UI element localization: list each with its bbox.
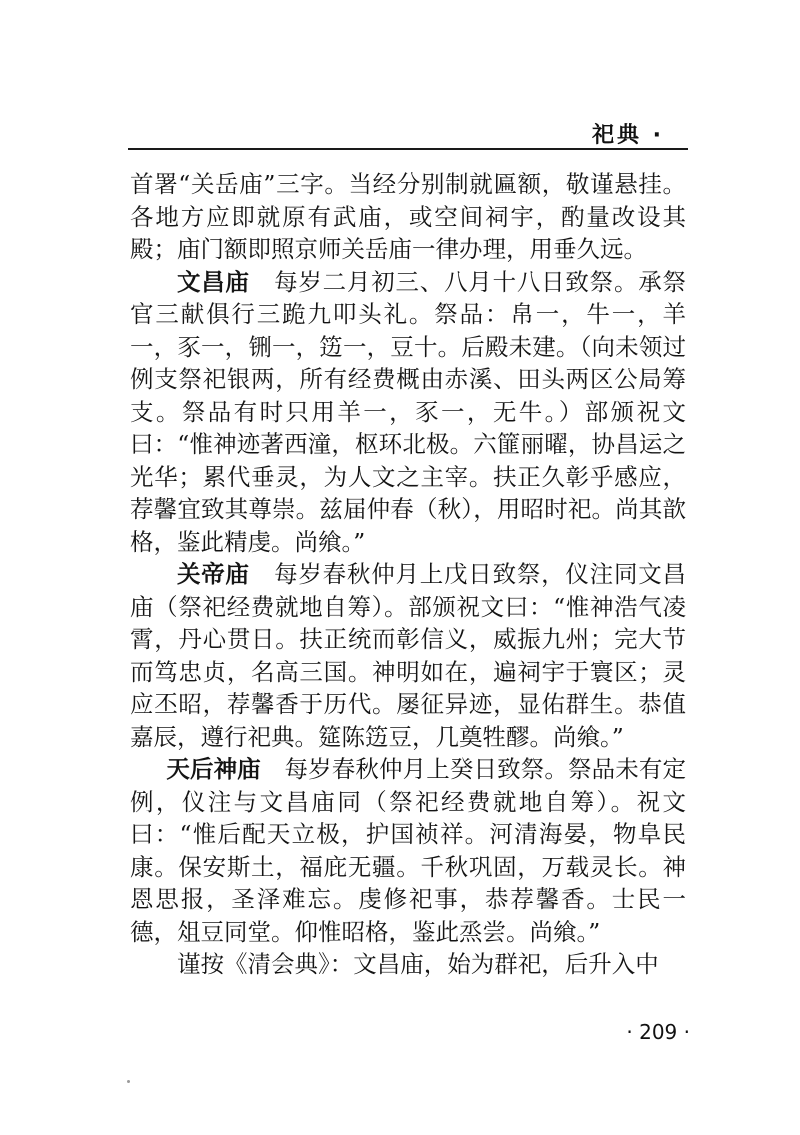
paragraph-continuation: [130, 168, 686, 266]
body-text: [130, 168, 686, 981]
entry-heading: 天后神庙: [166, 755, 261, 783]
scan-speck: [127, 1080, 130, 1083]
running-header: 祀典 ·: [592, 123, 665, 148]
entry-heading: 文昌庙: [177, 267, 250, 296]
header-rule: [128, 148, 688, 150]
paragraph-wenchang-temple: [130, 266, 686, 559]
paragraph-tianhou-temple: [130, 753, 686, 948]
paragraph-text: 每岁二月初三、八月十八日致祭。承祭官三献俱行三跪九叩头礼。祭品：帛一，牛一，羊一，豕一，铏一，笾一，豆十。后殿未建。（向未领过例支祭祀银两，所有经费概由赤溪、田头两区公局筹支。祭品有时只用羊一，豕一，无牛。）部颁祝文曰：“惟神迹著西潼，枢环北极。六篚丽曜，协昌运之光华；累代垂灵，为人文之主宰。扶正久彰乎感应，荐馨宜致其尊崇。兹届仲春（秋），用昭时祀。尚其歆格，鉴此精虔。尚飨。”: [130, 267, 687, 556]
paragraph-guandi-temple: [130, 558, 686, 753]
paragraph-note: [130, 948, 686, 981]
paragraph-text: 每岁春秋仲月上癸日致祭。祭品未有定例，仪注与文昌庙同（祭祀经费就地自筹）。祝文曰：“惟后配天立极，护国祯祥。河清海晏，物阜民康。保安斯土，福庇无疆。千秋巩固，万载灵长。神恩思报，圣泽难忘。虔修祀事，恭荐馨香。士民一德，俎豆同堂。仰惟昭格，鉴此烝尝。尚飨。”: [130, 755, 687, 946]
paragraph-text: 谨按《清会典》：文昌庙，始为群祀，后升入中: [177, 950, 659, 978]
page-number: · 209 ·: [626, 1020, 690, 1044]
paragraph-text: 首署“关岳庙”三字。当经分别制就匾额，敬谨悬挂。各地方应即就原有武庙，或空间祠宇，酌量改设其殿；庙门额即照京师关岳庙一律办理，用垂久远。: [130, 170, 686, 263]
entry-heading: 关帝庙: [177, 560, 250, 588]
paragraph-text: 每岁春秋仲月上戊日致祭，仪注同文昌庙（祭祀经费就地自筹）。部颁祝文曰：“惟神浩气凌霄，丹心贯日。扶正统而彰信义，威振九州；完大节而笃忠贞，名高三国。神明如在，遍祠宇于寰区；灵应丕昭，荐馨香于历代。屡征异迹，显佑群生。恭值嘉辰，遵行祀典。筵陈笾豆，几奠牲醪。尚飨。”: [130, 560, 687, 751]
